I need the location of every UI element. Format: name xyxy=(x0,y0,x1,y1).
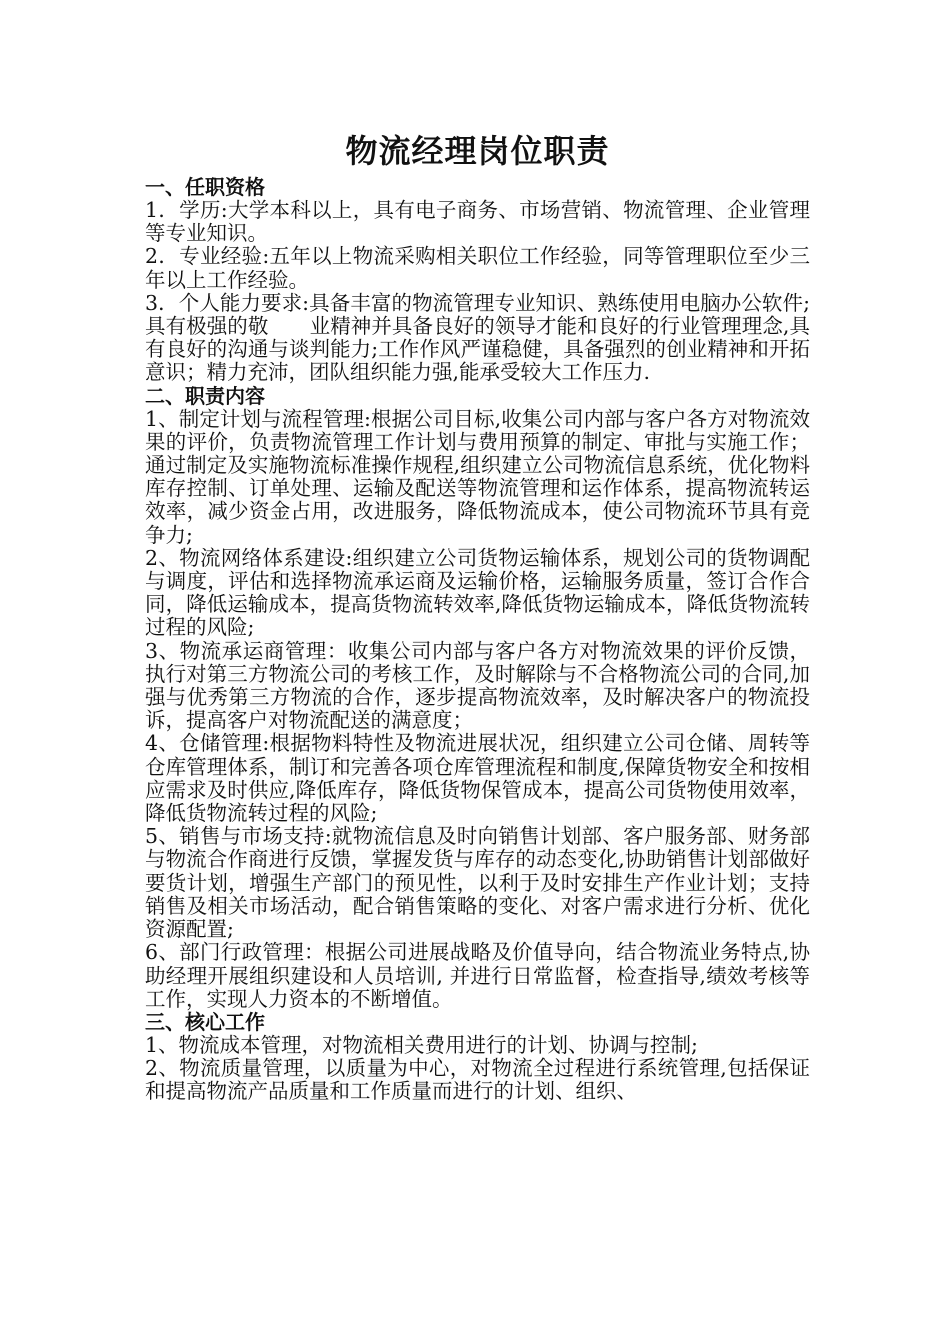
document-title: 物流经理岗位职责 xyxy=(345,132,610,170)
responsibility-sales-support: 5、销售与市场支持:就物流信息及时向销售计划部、客户服务部、财务部与物流合作商进行反馈，掌握发货与库存的动态变化,协助销售计划部做好要货计划，增强生产部门的预见性，以利于及时安排生产作业计划；支持销售及相关市场活动，配合销售策略的变化、对客户需求进行分析、优化资源配置; xyxy=(145,824,810,942)
qualification-education: 1．学历:大学本科以上，具有电子商务、市场营销、物流管理、企业管理等专业知识。 xyxy=(145,198,810,246)
section-heading-responsibilities: 二、职责内容 xyxy=(145,383,265,408)
responsibility-administration: 6、部门行政管理：根据公司进展战略及价值导向，结合物流业务特点,协助经理开展组织建设和人员培训, 并进行日常监督，检查指导,绩效考核等工作，实现人力资本的不断增值。 xyxy=(145,940,810,1011)
qualification-abilities: 3．个人能力要求:具备丰富的物流管理专业知识、熟练使用电脑办公软件;具有极强的敬 业精神并具备良好的领导才能和良好的行业管理理念,具有良好的沟通与谈判能力;工作作风严谨稳健，具备强烈的创业精神和开拓意识；精力充沛，团队组织能力强,能承受较大工作压力. xyxy=(145,290,810,385)
responsibility-warehousing: 4、仓储管理:根据物料特性及物流进展状况，组织建立公司仓储、周转等仓库管理体系，制订和完善各项仓库管理流程和制度,保障货物安全和按相应需求及时供应,降低库存，降低货物保管成本，提高公司货物使用效率，降低货物流转过程的风险; xyxy=(145,731,810,826)
section-qualifications xyxy=(145,176,810,385)
qualification-experience: 2．专业经验:五年以上物流采购相关职位工作经验，同等管理职位至少三年以上工作经验。 xyxy=(145,244,810,292)
core-work-cost: 1、物流成本管理，对物流相关费用进行的计划、协调与控制; xyxy=(145,1032,698,1057)
section-heading-core-work: 三、核心工作 xyxy=(145,1009,265,1034)
document-page xyxy=(145,128,810,1104)
section-responsibilities xyxy=(145,385,810,1011)
section-heading-qualifications: 一、任职资格 xyxy=(145,175,265,199)
section-core-work xyxy=(145,1011,810,1104)
responsibility-network: 2、物流网络体系建设:组织建立公司货物运输体系，规划公司的货物调配与调度，评估和选择物流承运商及运输价格，运输服务质量，签订合作合同，降低运输成本，提高货物流转效率,降低货物运输成本，降低货物流转过程的风险; xyxy=(145,545,810,640)
responsibility-carriers: 3、物流承运商管理：收集公司内部与客户各方对物流效果的评价反馈，执行对第三方物流公司的考核工作，及时解除与不合格物流公司的合同,加强与优秀第三方物流的合作，逐步提高物流效率，及时解决客户的物流投诉，提高客户对物流配送的满意度； xyxy=(145,638,810,733)
responsibility-planning: 1、制定计划与流程管理:根据公司目标,收集公司内部与客户各方对物流效果的评价，负责物流管理工作计划与费用预算的制定、审批与实施工作；通过制定及实施物流标准操作规程,组织建立公司物流信息系统，优化物料库存控制、订单处理、运输及配送等物流管理和运作体系，提高物流转运效率，减少资金占用，改进服务，降低物流成本，使公司物流环节具有竞争力; xyxy=(145,406,810,547)
core-work-quality: 2、物流质量管理，以质量为中心，对物流全过程进行系统管理,包括保证和提高物流产品质量和工作质量而进行的计划、组织、 xyxy=(145,1056,810,1104)
